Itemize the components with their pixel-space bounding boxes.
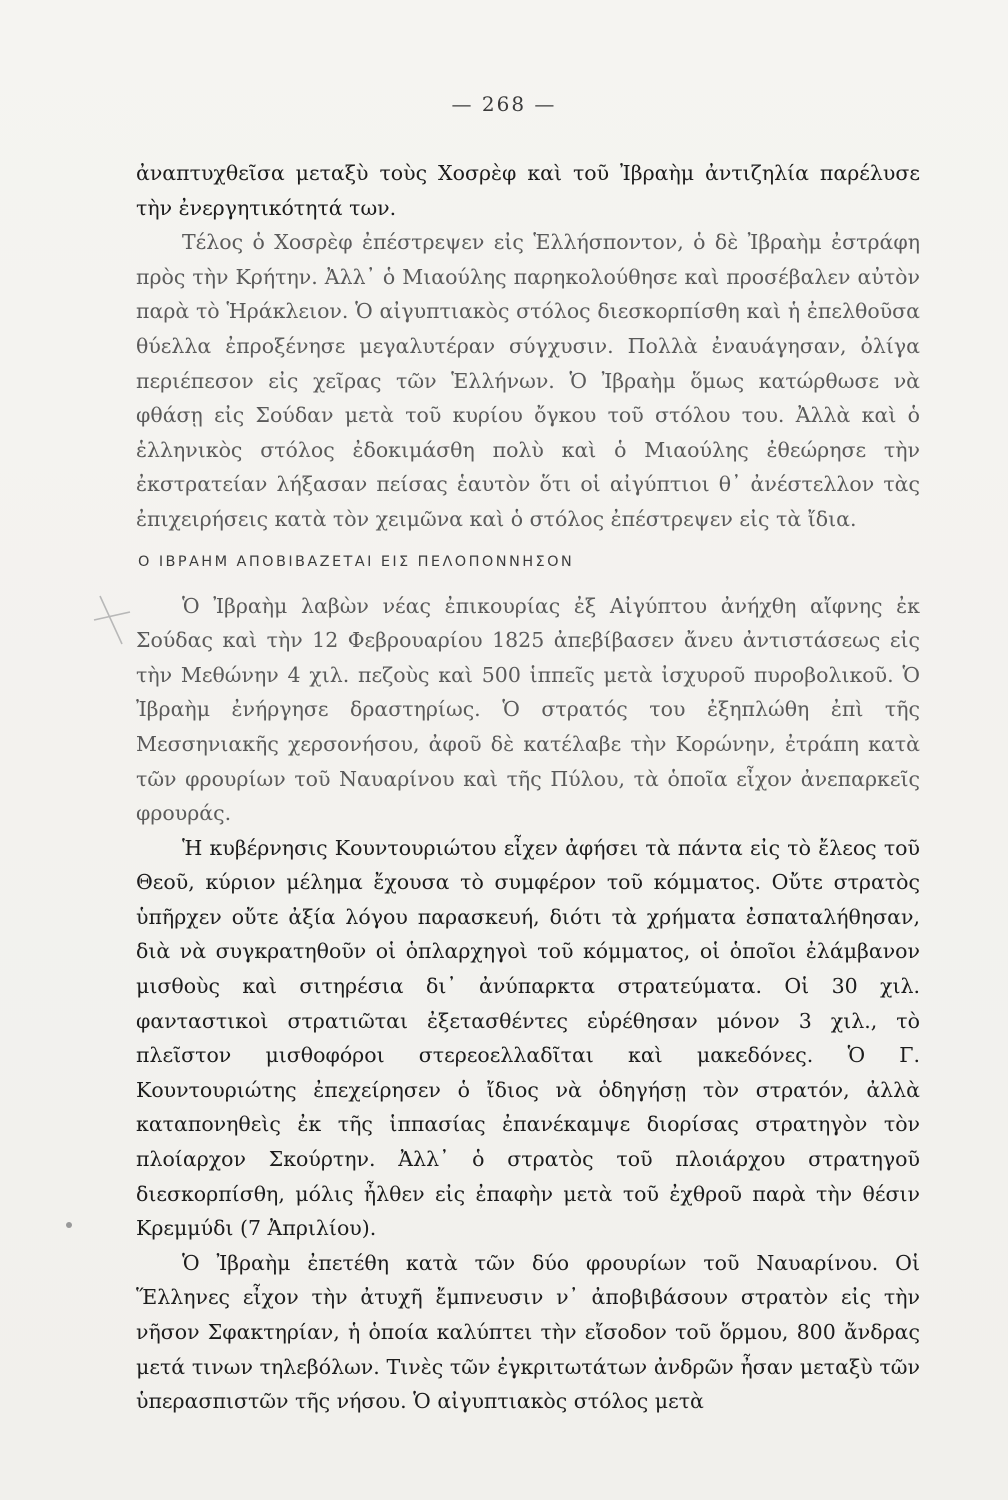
paragraph-government: Ἡ κυβέρνησις Κουντουριώτου εἶχεν ἀφήσει τὰ πάντα εἰς τὸ ἔλεος τοῦ Θεοῦ, κύριον μέλημα ἔχουσα τὸ συμφέρον τοῦ κόμματος. Οὔτε στρατὸς ὑπῆρχεν οὔτε ἀξία λόγου παρασκευή, διότι τὰ χρήματα ἐσπαταλήθησαν, διὰ νὰ συγκρατηθοῦν οἱ ὁπλαρχηγοὶ τοῦ κόμματος, οἱ ὁποῖοι ἐλάμβανον μισθοὺς καὶ σιτηρέσια δι᾽ ἀνύπαρκτα στρατεύματα. Οἱ 30 χιλ. φανταστικοὶ στρατιῶται ἐξετασθέντες εὑρέθησαν μόνον 3 χιλ., τὸ πλεῖστον μισθοφόροι στερεοελλαδῖται καὶ μακεδόνες. Ὁ Γ. Κουντουριώτης ἐπεχείρησεν ὁ ἴδιος νὰ ὁδηγήσῃ τὸν στρατόν, ἀλλὰ καταπονηθεὶς ἐκ τῆς ἱππασίας ἐπανέκαμψε διορίσας στρατηγὸν τὸν πλοίαρχον Σκούρτην. Ἀλλ᾽ ὁ στρατὸς τοῦ πλοιάρχου στρατηγοῦ διεσκορπίσθη, μόλις ἦλθεν εἰς ἐπαφὴν μετὰ τοῦ ἐχθροῦ παρὰ τὴν θέσιν Κρεμμύδι (7 Ἀπριλίου). (136, 835, 920, 1241)
paragraph-ibrahim-landing: Ὁ Ἰβραὴμ λαβὼν νέας ἐπικουρίας ἐξ Αἰγύπτου ἀνήχθη αἴφνης ἐκ Σούδας καὶ τὴν 12 Φεβρουαρίου 1825 ἀπεβίβασεν ἄνευ ἀντιστάσεως εἰς τὴν Μεθώνην 4 χιλ. πεζοὺς καὶ 500 ἱππεῖς μετὰ ἰσχυροῦ πυροβολικοῦ. Ὁ Ἰβραὴμ ἐνήργησε δραστηρίως. Ὁ στρατός του ἐξηπλώθη ἐπὶ τῆς Μεσσηνιακῆς χερσονήσου, ἀφοῦ δὲ κατέλαβε τὴν Κορώνην, ἐτράπη κατὰ τῶν φρουρίων τοῦ Ναυαρίνου καὶ τῆς Πύλου, τὰ ὁποῖα εἶχον ἀνεπαρκεῖς φρουράς. (136, 593, 920, 826)
body-text (136, 156, 920, 1419)
paragraph-chosref: Τέλος ὁ Χοσρὲφ ἐπέστρεψεν εἰς Ἑλλήσποντον, ὁ δὲ Ἰβραὴμ ἐστράφη πρὸς τὴν Κρήτην. Ἀλλ᾽ ὁ Μιαούλης παρηκολούθησε καὶ προσέβαλεν αὐτὸν παρὰ τὸ Ἡράκλειον. Ὁ αἰγυπτιακὸς στόλος διεσκορπίσθη καὶ ἡ ἐπελθοῦσα θύελλα ἐπροξένησε μεγαλυτέραν σύγχυσιν. Πολλὰ ἐναυάγησαν, ὀλίγα περιέπεσον εἰς χεῖρας τῶν Ἑλλήνων. Ὁ Ἰβραὴμ ὅμως κατώρθωσε νὰ φθάσῃ εἰς Σούδαν μετὰ τοῦ κυρίου ὄγκου τοῦ στόλου του. Ἀλλὰ καὶ ὁ ἑλληνικὸς στόλος ἐδοκιμάσθη πολὺ καὶ ὁ Μιαούλης ἐθεώρησε τὴν ἐκστρατείαν λήξασαν πείσας ἑαυτὸν ὅτι οἱ αἰγύπτιοι θ᾽ ἀνέστελλον τὰς ἐπιχειρήσεις κατὰ τὸν χειμῶνα καὶ ὁ στόλος ἐπέστρεψεν εἰς τὰ ἴδια. (136, 230, 920, 531)
section-heading: Ο ΙΒΡΑΗΜ ΑΠΟΒΙΒΑΖΕΤΑΙ ΕΙΣ ΠΕΛΟΠΟΝΝΗΣΟΝ (138, 553, 575, 570)
pencil-cross-mark (92, 590, 132, 650)
page-number: — 268 — (451, 92, 557, 116)
paragraph-continuation: ἀναπτυχθεῖσα μεταξὺ τοὺς Χοσρὲφ καὶ τοῦ Ἰβραὴμ ἀντιζηλία παρέλυσε τὴν ἐνεργητικότητά των. (136, 161, 920, 220)
paragraph-navarino: Ὁ Ἰβραὴμ ἐπετέθη κατὰ τῶν δύο φρουρίων τοῦ Ναυαρίνου. Οἱ Ἕλληνες εἶχον τὴν ἀτυχῆ ἔμπνευσιν ν᾽ ἀποβιβάσουν στρατὸν εἰς τὴν νῆσον Σφακτηρίαν, ἡ ὁποία καλύπτει τὴν εἴσοδον τοῦ ὅρμου, 800 ἄνδρας μετά τινων τηλεβόλων. Τινὲς τῶν ἐγκριτωτάτων ἀνδρῶν ἦσαν μεταξὺ τῶν ὑπερασπιστῶν τῆς νήσου. Ὁ αἰγυπτιακὸς στόλος μετὰ (136, 1250, 920, 1414)
margin-dot (66, 1222, 72, 1228)
